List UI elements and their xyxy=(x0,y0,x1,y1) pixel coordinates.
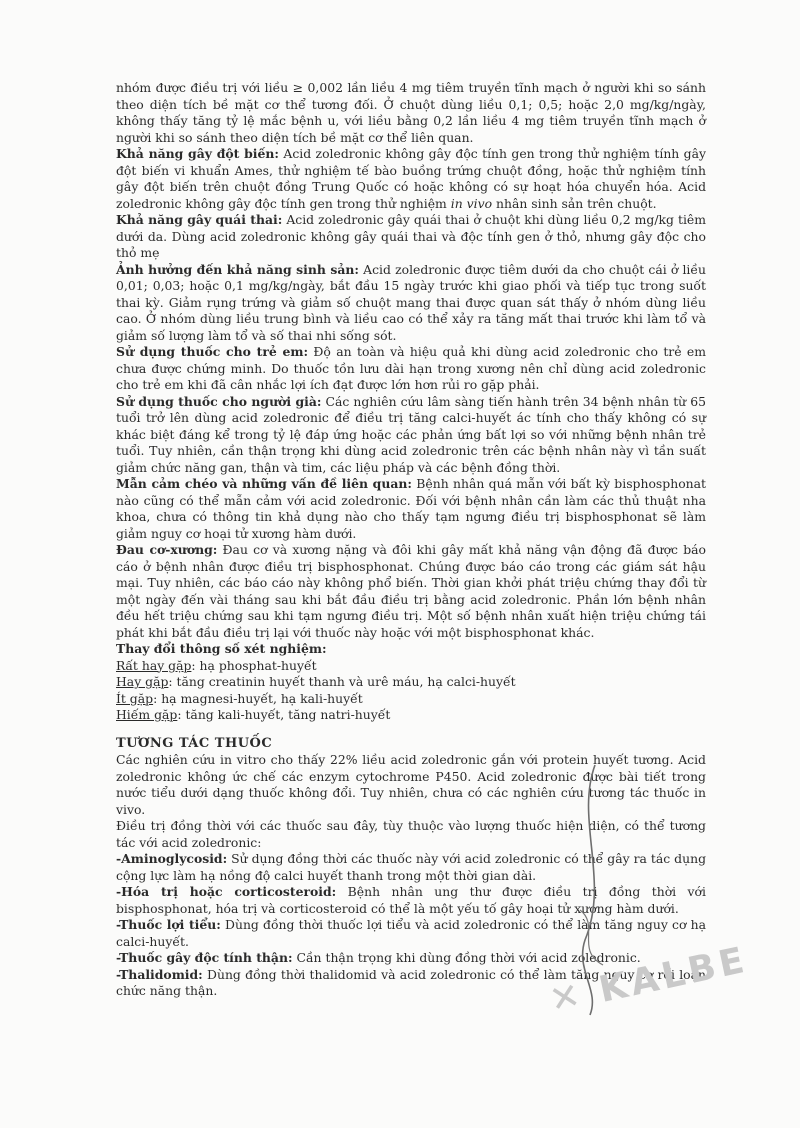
section-heading: Khả năng gây quái thai: xyxy=(116,212,283,227)
paragraph-cross-sensitivity: Mẫn cảm chéo và những vấn đề liên quan: Bệnh nhân quá mẫn với bất kỳ bisphosphonat nào cũng có thể mẫn cảm với acid zoledronic. Đối với bệnh nhân cần làm các thủ thuật nha khoa, chưa có thông tin khả dụng nào cho thấy tạm ngưng điều trị bisphosphonat sẽ làm giảm nguy cơ hoại tử xương hàm dưới. xyxy=(116,476,707,541)
interaction-item: -Thalidomid: Dùng đồng thời thalidomid và acid zoledronic có thể làm tăng nguy cơ rối loạn chức năng thận. xyxy=(116,966,706,998)
lab-row: Ít gặp: hạ magnesi-huyết, hạ kali-huyết xyxy=(116,690,363,706)
paragraph-carcinogenicity: nhóm được điều trị với liều ≥ 0,002 lần liều 4 mg tiêm truyền tĩnh mạch ở người khi so sánh theo diện tích bề mặt cơ thể tương đối. Ở chuột dùng liều 0,1; 0,5; hoặc 2,0 mg/kg/ngày, không thấy tăng tỷ lệ mắc bệnh u, với liều bằng 0,2 lần liều 4 mg tiêm truyền tĩnh mạch ở người khi so sánh theo diện tích bề mặt cơ thể liên quan. xyxy=(116,80,706,145)
paragraph-geriatric: Sử dụng thuốc cho người già: Các nghiên cứu lâm sàng tiến hành trên 34 bệnh nhân từ 65 tuổi trở lên dùng acid zoledronic để điều trị tăng calci-huyết ác tính cho thấy không có sự khác biệt đáng kể trong tỷ lệ đáp ứng hoặc các phản ứng bất lợi so với những bệnh nhân trẻ tuổi. Tuy nhiên, cần thận trọng khi dùng acid zoledronic trên các bệnh nhân này vì tần suất giảm chức năng gan, thận và tim, các liệu pháp và các bệnh đồng thời. xyxy=(116,393,706,475)
section-heading: Đau cơ-xương: xyxy=(116,542,218,557)
paragraph-teratogenicity: Khả năng gây quái thai: Acid zoledronic gây quái thai ở chuột khi dùng liều 0,2 mg/kg tiêm dưới da. Dùng acid zoledronic không gây quái thai và độc tính gen ở thỏ, nhưng gây độc cho thỏ mẹ xyxy=(116,212,706,260)
section-heading: Sử dụng thuốc cho người già: xyxy=(116,393,322,409)
paragraph-mutagenicity: Khả năng gây đột biến: Acid zoledronic không gây độc tính gen trong thử nghiệm tính gây đột biến vi khuẩn Ames, thử nghiệm tế bào buồng trứng chuột đồng, hoặc thử nghiệm tính gây đột biến trên chuột đồng Trung Quốc có hoặc không có sự hoạt hóa chuyển hóa. Acid zoledronic không gây độc tính gen trong thử nghiệm in vivo nhân sinh sản trên chuột. xyxy=(116,146,706,211)
section-heading: Sử dụng thuốc cho trẻ em: xyxy=(116,344,309,359)
interaction-item: -Aminoglycosid: Sử dụng đồng thời các thuốc này với acid zoledronic có thể gây ra tác dụng cộng lực làm hạ nồng độ calci huyết thanh trong một thời gian dài. xyxy=(116,851,706,883)
paragraph-pediatric: Sử dụng thuốc cho trẻ em: Độ an toàn và hiệu quả khi dùng acid zoledronic cho trẻ em chưa được chứng minh. Do thuốc tồn lưu dài hạn trong xương nên chỉ dùng acid zoledronic cho trẻ em khi đã cân nhắc lợi ích đạt được lớn hơn rủi ro gặp phải. xyxy=(116,344,706,392)
section-heading: Mẫn cảm chéo và những vấn đề liên quan: xyxy=(116,476,412,491)
interactions-intro-2: Điều trị đồng thời với các thuốc sau đây, tùy thuộc vào lượng thuốc hiện diện, có thể tương tác với acid zoledronic: xyxy=(116,818,706,850)
interactions-intro: Các nghiên cứu in vitro cho thấy 22% liều acid zoledronic gắn với protein huyết tương. Acid zoledronic không ức chế các enzym cytochrome P450. Acid zoledronic được bài tiết trong nước tiểu dưới dạng thuốc không đổi. Tuy nhiên, chưa có các nghiên cứu tương tác thuốc in vivo. xyxy=(116,752,706,817)
interaction-item: -Thuốc lợi tiểu: Dùng đồng thời thuốc lợi tiểu và acid zoledronic có thể làm tăng nguy cơ hạ calci-huyết. xyxy=(116,917,706,949)
interactions-title: TƯƠNG TÁC THUỐC xyxy=(116,735,273,751)
kalbe-stamp-watermark: ✕ KALBE xyxy=(545,939,752,1022)
interaction-item: -Thuốc gây độc tính thận: Cần thận trọng khi dùng đồng thời với acid zoledronic. xyxy=(116,950,641,965)
paragraph-musculoskeletal-pain: Đau cơ-xương: Đau cơ và xương nặng và đôi khi gây mất khả năng vận động đã được báo cáo ở bệnh nhân được điều trị bisphosphonat. Chúng được báo cáo trong các giám sát hậu mại. Tuy nhiên, các báo cáo này không phổ biến. Thời gian khởi phát triệu chứng thay đổi từ một ngày đến vài tháng sau khi bắt đầu điều trị bằng acid zoledronic. Phần lớn bệnh nhân đều hết triệu chứng sau khi tạm ngưng điều trị. Một số bệnh nhân xuất hiện triệu chứng tái phát khi bắt đầu điều trị lại với thuốc này hoặc với một bisphosphonat khác. xyxy=(116,542,706,640)
lab-changes-title: Thay đổi thông số xét nghiệm: xyxy=(116,641,327,656)
interaction-item: -Hóa trị hoặc corticosteroid: Bệnh nhân ung thư được điều trị đồng thời với bisphosphonat, hóa trị và corticosteroid có thể là một yếu tố gây hoại tử xương hàm dưới. xyxy=(116,884,706,916)
paragraph-fertility: Ảnh hưởng đến khả năng sinh sản: Acid zoledronic được tiêm dưới da cho chuột cái ở liều 0,01; 0,03; hoặc 0,1 mg/kg/ngày, bắt đầu 15 ngày trước khi giao phối và tiếp tục trong suốt thai kỳ. Giảm rụng trứng và giảm số chuột mang thai được quan sát thấy ở nhóm dùng liều cao. Ở nhóm dùng liều trung bình và liều cao có thể xảy ra tăng mất thai trước khi làm tổ và giảm số lượng làm tổ và số thai nhi sống sót. xyxy=(116,261,706,343)
lab-row: Rất hay gặp: hạ phosphat-huyết xyxy=(116,657,317,673)
section-heading: Khả năng gây đột biến: xyxy=(116,146,279,161)
lab-row: Hiếm gặp: tăng kali-huyết, tăng natri-huyết xyxy=(116,707,391,722)
lab-row: Hay gặp: tăng creatinin huyết thanh và urê máu, hạ calci-huyết xyxy=(116,674,516,689)
section-heading: Ảnh hưởng đến khả năng sinh sản: xyxy=(116,261,359,277)
